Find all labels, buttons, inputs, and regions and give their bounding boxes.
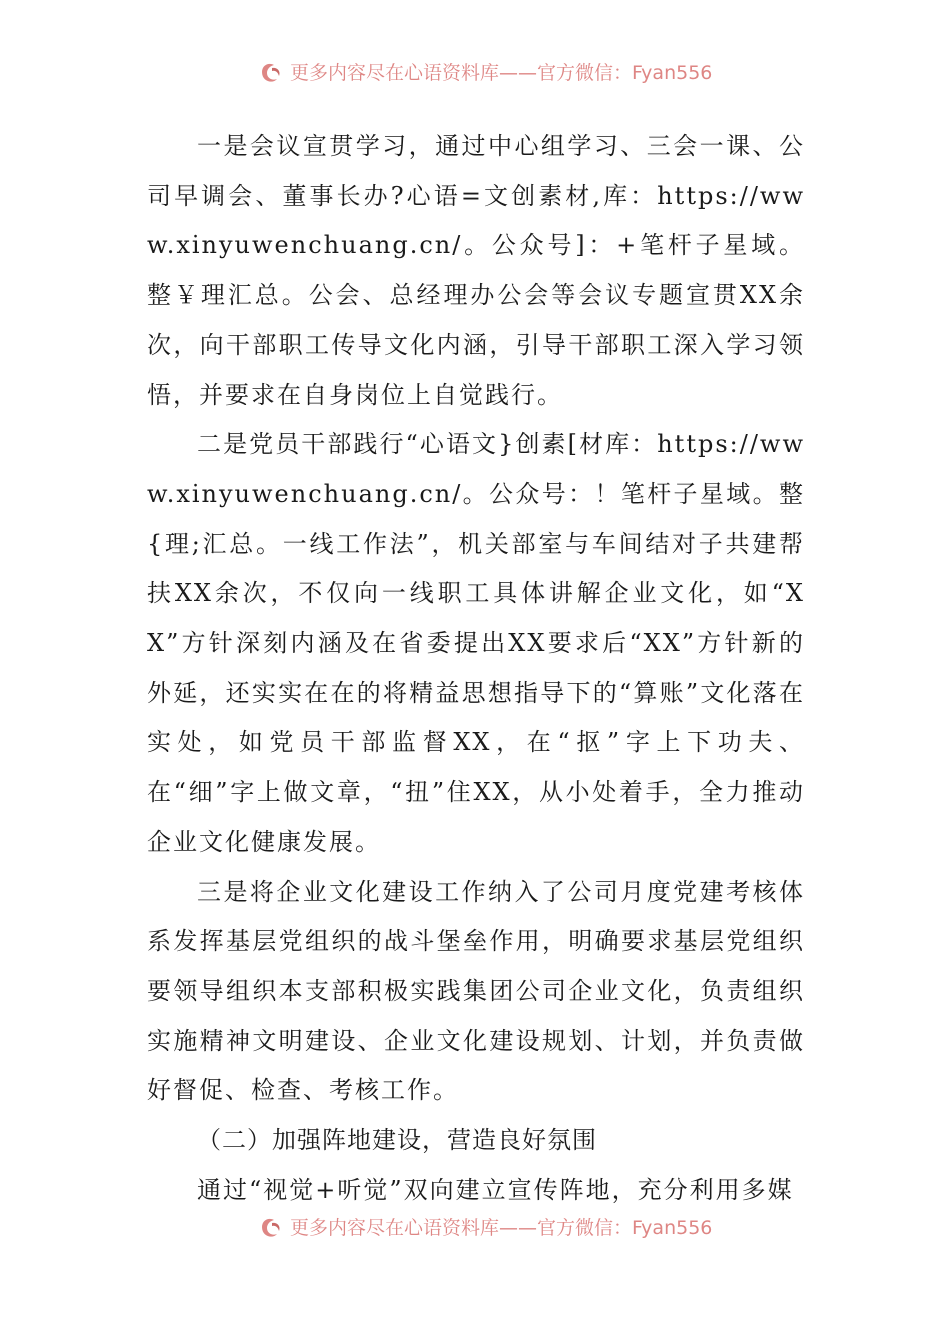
watermark-text: 更多内容尽在心语资料库——官方微信：Fyan556 [290, 62, 713, 84]
document-body [147, 122, 805, 1215]
section-heading: （二）加强阵地建设，营造良好氛围 [197, 1126, 597, 1155]
paragraph-3: 三是将企业文化建设工作纳入了公司月度党建考核体系发挥基层党组织的战斗堡垒作用，明确要求基层党组织要领导组织本支部积极实践集团公司企业文化，负责组织实施精神文明建设、企业文化建设规划、计划，并负责做好督促、检查、考核工作。 [147, 877, 805, 1105]
paragraph-1: 一是会议宣贯学习，通过中心组学习、三会一课、公司早调会、董事长办?心语=文创素材,库：https://www.xinyuwenchuang.cn/。公众号]：+笔杆子星域。整￥理汇总。公会、总经理办公会等会议专题宣贯XX余次，向干部职工传导文化内涵，引导干部职工深入学习领悟，并要求在自身岗位上自觉践行。 [147, 132, 805, 409]
watermark-banner-top [0, 50, 950, 86]
watermark-banner-bottom [0, 1205, 950, 1241]
paragraph-2: 二是党员干部践行“心语文}创素[材库：https://www.xinyuwenchuang.cn/。公众号：！笔杆子星域。整{理;汇总。一线工作法”，机关部室与车间结对子共建帮扶XX余次，不仅向一线职工具体讲解企业文化，如“XX”方针深刻内涵及在省委提出XX要求后“XX”方针新的外延，还实实在在的将精益思想指导下的“算账”文化落在实处，如党员干部监督XX，在“抠”字上下功夫、在“细”字上做文章，“扭”住XX，从小处着手，全力推动企业文化健康发展。 [147, 430, 805, 856]
watermark-text: 更多内容尽在心语资料库——官方微信：Fyan556 [290, 1217, 713, 1239]
paragraph-4: 通过“视觉+听觉”双向建立宣传阵地，充分利用多媒 [197, 1175, 794, 1204]
brand-logo-icon [258, 59, 284, 85]
brand-logo-icon [258, 1214, 284, 1240]
